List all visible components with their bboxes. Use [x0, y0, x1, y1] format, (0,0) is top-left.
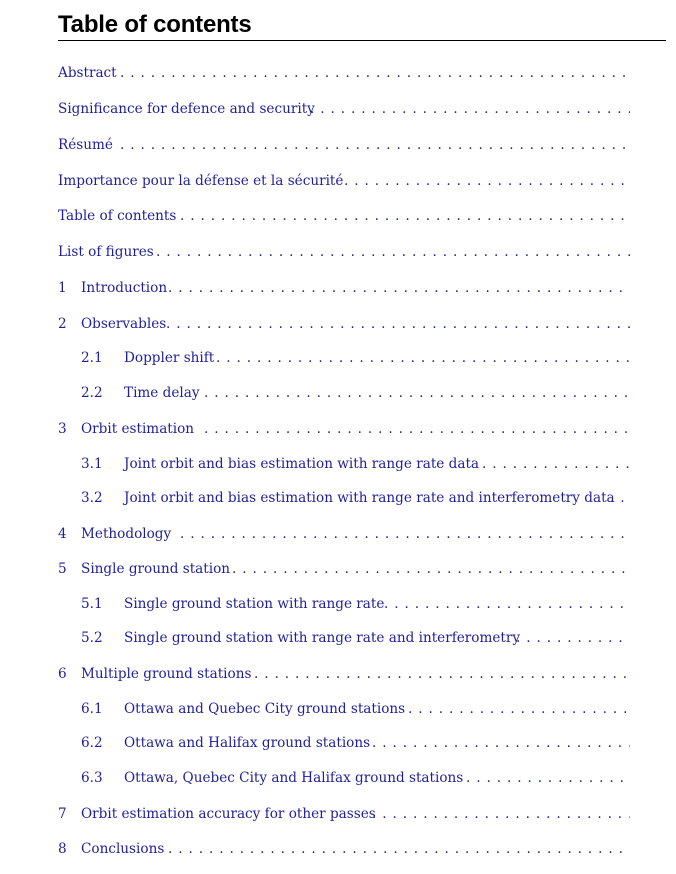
toc-section-number: 1 — [58, 280, 67, 296]
toc-entry-label: Introduction — [81, 280, 168, 296]
leader-dots — [168, 839, 630, 859]
toc-entry-label: Significance for defence and security — [58, 101, 315, 117]
toc-section-number: 2.2 — [81, 385, 103, 401]
leader-dots — [372, 804, 630, 824]
toc-entry-label: Conclusions — [81, 841, 165, 857]
leader-dots — [384, 594, 630, 614]
leader-dots — [120, 135, 630, 155]
toc-entry-label: Résumé — [58, 137, 113, 153]
toc-section-number: 2.1 — [81, 350, 103, 366]
toc-entry-label: Table of contents — [58, 208, 177, 224]
leader-dots — [372, 733, 630, 753]
toc-entry-label: Ottawa and Quebec City ground stations — [124, 701, 406, 717]
toc-entry-label: Orbit estimation — [81, 421, 195, 437]
leader-dots — [204, 419, 630, 439]
toc-entry-label: Methodology — [81, 526, 172, 542]
title-rule — [58, 40, 666, 41]
toc-entry-label: Single ground station with range rate and interferometry — [124, 630, 521, 646]
toc-section-number: 6.2 — [81, 735, 103, 751]
leader-dots — [516, 628, 630, 648]
leader-dots — [310, 99, 630, 119]
leader-dots — [482, 454, 630, 474]
toc-section-number: 7 — [58, 806, 67, 822]
toc-entry-label: List of figures — [58, 244, 154, 260]
leader-dots — [254, 664, 630, 684]
toc-section-number: 3 — [58, 421, 67, 437]
leader-dots — [156, 242, 630, 262]
toc-section-number: 2 — [58, 316, 67, 332]
leader-dots — [204, 383, 630, 403]
leader-dots — [466, 768, 630, 788]
toc-section-number: 6 — [58, 666, 67, 682]
toc-section-number: 6.3 — [81, 770, 103, 786]
toc-section-number: 6.1 — [81, 701, 103, 717]
leader-dots — [120, 63, 630, 83]
toc-section-number: 3.2 — [81, 490, 103, 506]
toc-section-number: 5 — [58, 561, 67, 577]
leader-dots — [344, 171, 630, 191]
leader-dots — [168, 278, 630, 298]
toc-section-number: 5.2 — [81, 630, 103, 646]
toc-entry-label: Observables — [81, 316, 167, 332]
toc-entry-label: Time delay — [124, 385, 200, 401]
leader-dots — [610, 488, 630, 508]
leader-dots — [180, 206, 630, 226]
leader-dots — [232, 559, 630, 579]
leader-dots — [408, 699, 630, 719]
leader-dots — [180, 524, 630, 544]
toc-entry-label: Joint orbit and bias estimation with range rate data — [124, 456, 480, 472]
toc-entry-label: Abstract — [58, 65, 117, 81]
toc-entry-label: Single ground station with range rate — [124, 596, 385, 612]
toc-section-number: 8 — [58, 841, 67, 857]
toc-section-number: 5.1 — [81, 596, 103, 612]
toc-entry-label: Multiple ground stations — [81, 666, 252, 682]
toc-entry-label: Doppler shift — [124, 350, 215, 366]
toc-entry-label: Ottawa and Halifax ground stations — [124, 735, 371, 751]
leader-dots — [166, 314, 630, 334]
toc-entry-label: Orbit estimation accuracy for other passes — [81, 806, 376, 822]
toc-entry-label: Importance pour la défense et la sécurité — [58, 173, 344, 189]
toc-section-number: 4 — [58, 526, 67, 542]
toc-entry-label: Single ground station — [81, 561, 231, 577]
toc-entry-label: Joint orbit and bias estimation with range rate and interferometry data — [124, 490, 615, 506]
toc-section-number: 3.1 — [81, 456, 103, 472]
leader-dots — [216, 348, 630, 368]
page-title: Table of contents — [58, 11, 252, 38]
toc-entry-label: Ottawa, Quebec City and Halifax ground stations — [124, 770, 464, 786]
